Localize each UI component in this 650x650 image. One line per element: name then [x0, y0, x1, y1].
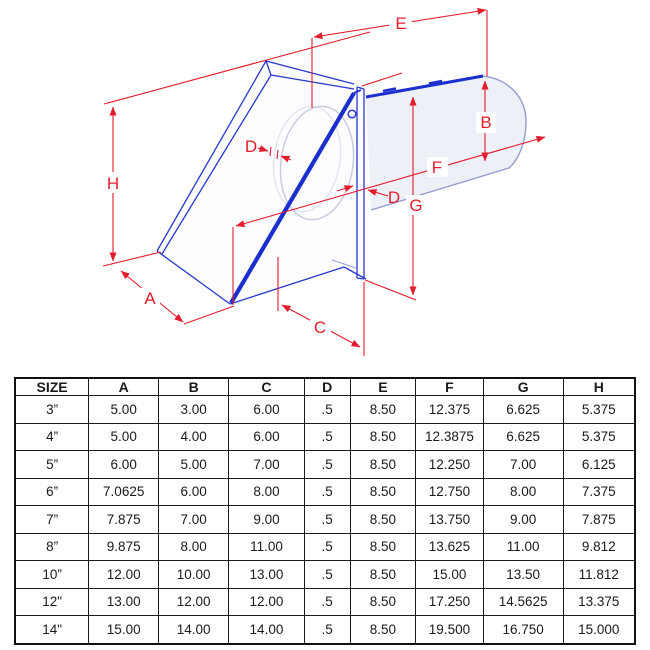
value-cell: .5: [304, 588, 350, 616]
value-cell: .5: [304, 423, 350, 451]
dimension-label-b: B: [480, 113, 492, 132]
value-cell: 12.750: [416, 478, 484, 506]
table-row: [15, 396, 635, 424]
size-chart: [14, 377, 636, 645]
value-cell: 7.00: [229, 451, 305, 479]
value-cell: 8.50: [350, 423, 416, 451]
table-row: [15, 451, 635, 479]
value-cell: 7.375: [563, 478, 635, 506]
header-cell-f: F: [416, 378, 484, 396]
value-cell: 7.0625: [89, 478, 159, 506]
header-cell-a: A: [89, 378, 159, 396]
value-cell: 11.812: [563, 561, 635, 589]
value-cell: 8.50: [350, 451, 416, 479]
dimension-label-f: F: [431, 158, 443, 177]
value-cell: 13.00: [229, 561, 305, 589]
header-cell-c: C: [229, 378, 305, 396]
value-cell: 6.125: [563, 451, 635, 479]
table-row: [15, 561, 635, 589]
size-cell: 12": [15, 588, 89, 616]
value-cell: 9.812: [563, 533, 635, 561]
value-cell: .5: [304, 561, 350, 589]
header-cell-d: D: [304, 378, 350, 396]
size-cell: 3”: [15, 396, 89, 424]
value-cell: 13.375: [563, 588, 635, 616]
value-cell: 7.00: [483, 451, 563, 479]
size-cell: 8”: [15, 533, 89, 561]
hood-face: [157, 61, 364, 304]
size-cell: 14": [15, 616, 89, 645]
value-cell: 6.00: [159, 478, 229, 506]
table-row: [15, 506, 635, 534]
value-cell: 6.625: [483, 396, 563, 424]
value-cell: 4.00: [159, 423, 229, 451]
value-cell: 14.5625: [483, 588, 563, 616]
value-cell: 12.375: [416, 396, 484, 424]
value-cell: 9.875: [89, 533, 159, 561]
value-cell: .5: [304, 478, 350, 506]
value-cell: 14.00: [159, 616, 229, 645]
value-cell: 13.50: [483, 561, 563, 589]
size-cell: 7”: [15, 506, 89, 534]
value-cell: 10.00: [159, 561, 229, 589]
value-cell: 12.3875: [416, 423, 484, 451]
value-cell: 5.00: [89, 396, 159, 424]
dimension-label-g: G: [409, 196, 423, 215]
value-cell: 5.375: [563, 396, 635, 424]
table-row: [15, 616, 635, 645]
header-cell-g: G: [483, 378, 563, 396]
value-cell: 8.50: [350, 396, 416, 424]
value-cell: 9.00: [483, 506, 563, 534]
value-cell: 16.750: [483, 616, 563, 645]
value-cell: 17.250: [416, 588, 484, 616]
dimension-label-h: H: [106, 174, 120, 193]
value-cell: 9.00: [229, 506, 305, 534]
value-cell: 12.00: [89, 561, 159, 589]
value-cell: 12.250: [416, 451, 484, 479]
size-chart-table: [14, 377, 636, 645]
value-cell: 8.00: [483, 478, 563, 506]
value-cell: 3.00: [159, 396, 229, 424]
value-cell: 8.50: [350, 506, 416, 534]
value-cell: 7.875: [89, 506, 159, 534]
size-cell: 4”: [15, 423, 89, 451]
value-cell: 8.00: [229, 478, 305, 506]
value-cell: 5.00: [89, 423, 159, 451]
value-cell: 13.750: [416, 506, 484, 534]
dimension-label-d-right: D: [387, 188, 401, 207]
dimension-label-a: A: [144, 289, 156, 308]
header-row: [15, 378, 635, 396]
table-row: [15, 533, 635, 561]
value-cell: .5: [304, 506, 350, 534]
value-cell: .5: [304, 616, 350, 645]
value-cell: 11.00: [483, 533, 563, 561]
value-cell: 8.50: [350, 588, 416, 616]
value-cell: 6.00: [229, 396, 305, 424]
value-cell: 6.00: [89, 451, 159, 479]
table-row: [15, 423, 635, 451]
value-cell: 13.625: [416, 533, 484, 561]
value-cell: 7.00: [159, 506, 229, 534]
value-cell: 5.00: [159, 451, 229, 479]
value-cell: 15.000: [563, 616, 635, 645]
value-cell: 6.00: [229, 423, 305, 451]
size-cell: 6”: [15, 478, 89, 506]
damper-pivot: [348, 110, 356, 118]
value-cell: .5: [304, 451, 350, 479]
value-cell: .5: [304, 533, 350, 561]
value-cell: 12.00: [229, 588, 305, 616]
value-cell: 8.50: [350, 478, 416, 506]
table-row: [15, 478, 635, 506]
value-cell: 13.00: [89, 588, 159, 616]
value-cell: 11.00: [229, 533, 305, 561]
header-cell-b: B: [159, 378, 229, 396]
value-cell: 6.625: [483, 423, 563, 451]
header-cell-e: E: [350, 378, 416, 396]
value-cell: 14.00: [229, 616, 305, 645]
dimension-label-c: C: [313, 318, 327, 337]
value-cell: 5.375: [563, 423, 635, 451]
value-cell: 8.50: [350, 616, 416, 645]
value-cell: 12.00: [159, 588, 229, 616]
dimension-label-e: E: [395, 14, 407, 33]
value-cell: 8.00: [159, 533, 229, 561]
size-cell: 5”: [15, 451, 89, 479]
header-cell-h: H: [563, 378, 635, 396]
value-cell: 15.00: [89, 616, 159, 645]
header-cell-size: SIZE: [15, 378, 89, 396]
value-cell: .5: [304, 396, 350, 424]
dimension-label-d-left: D: [244, 137, 258, 156]
value-cell: 15.00: [416, 561, 484, 589]
value-cell: 19.500: [416, 616, 484, 645]
table-row: [15, 588, 635, 616]
value-cell: 8.50: [350, 561, 416, 589]
size-cell: 10”: [15, 561, 89, 589]
value-cell: 7.875: [563, 506, 635, 534]
value-cell: 8.50: [350, 533, 416, 561]
